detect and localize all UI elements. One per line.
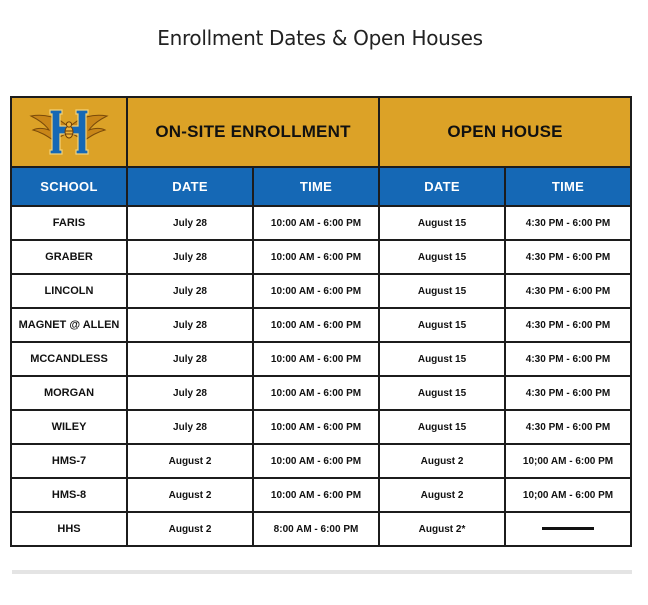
cell-enroll-time: 10:00 AM - 6:00 PM	[253, 376, 379, 410]
cell-oh-time: 4:30 PM - 6:00 PM	[505, 410, 631, 444]
table-row	[11, 478, 631, 512]
logo-cell	[11, 97, 127, 167]
cell-oh-date: August 2	[379, 444, 505, 478]
cell-oh-date: August 15	[379, 376, 505, 410]
table-row	[11, 342, 631, 376]
cell-enroll-time: 8:00 AM - 6:00 PM	[253, 512, 379, 546]
cell-enroll-date: August 2	[127, 478, 253, 512]
table-row	[11, 410, 631, 444]
cell-enroll-date: July 28	[127, 206, 253, 240]
cell-enroll-time: 10:00 AM - 6:00 PM	[253, 206, 379, 240]
cell-oh-time: 10;00 AM - 6:00 PM	[505, 478, 631, 512]
table-row	[11, 308, 631, 342]
enrollment-table	[10, 96, 632, 547]
cell-school: HMS-7	[11, 444, 127, 478]
cell-school: MAGNET @ ALLEN	[11, 308, 127, 342]
on-site-enrollment-header: ON-SITE ENROLLMENT	[127, 97, 379, 167]
cell-oh-time: 10;00 AM - 6:00 PM	[505, 444, 631, 478]
cell-oh-date: August 15	[379, 342, 505, 376]
cell-school: MORGAN	[11, 376, 127, 410]
table-row	[11, 444, 631, 478]
cell-oh-date: August 15	[379, 410, 505, 444]
hornet-h-logo-icon	[29, 106, 109, 158]
cell-school: HHS	[11, 512, 127, 546]
cell-school: LINCOLN	[11, 274, 127, 308]
cell-enroll-date: August 2	[127, 512, 253, 546]
cell-enroll-date: July 28	[127, 308, 253, 342]
cell-enroll-date: July 28	[127, 274, 253, 308]
cell-enroll-time: 10:00 AM - 6:00 PM	[253, 478, 379, 512]
cell-enroll-date: July 28	[127, 240, 253, 274]
cell-enroll-time: 10:00 AM - 6:00 PM	[253, 342, 379, 376]
cell-oh-date: August 2	[379, 478, 505, 512]
cell-enroll-time: 10:00 AM - 6:00 PM	[253, 308, 379, 342]
cell-oh-date: August 2*	[379, 512, 505, 546]
group-header-row	[11, 97, 631, 167]
table-row	[11, 274, 631, 308]
cell-enroll-date: July 28	[127, 342, 253, 376]
cell-enroll-date: July 28	[127, 410, 253, 444]
col-header-oh-date: DATE	[379, 167, 505, 206]
cell-school: FARIS	[11, 206, 127, 240]
cell-school: MCCANDLESS	[11, 342, 127, 376]
cell-enroll-time: 10:00 AM - 6:00 PM	[253, 410, 379, 444]
cell-oh-time: 4:30 PM - 6:00 PM	[505, 376, 631, 410]
cell-oh-date: August 15	[379, 308, 505, 342]
cell-school: GRABER	[11, 240, 127, 274]
table-row	[11, 206, 631, 240]
column-header-row	[11, 167, 631, 206]
cell-oh-date: August 15	[379, 274, 505, 308]
cell-school: WILEY	[11, 410, 127, 444]
cell-enroll-date: July 28	[127, 376, 253, 410]
cell-enroll-date: August 2	[127, 444, 253, 478]
col-header-enroll-date: DATE	[127, 167, 253, 206]
cell-oh-date: August 15	[379, 206, 505, 240]
cell-oh-time: 4:30 PM - 6:00 PM	[505, 308, 631, 342]
table-shadow	[12, 570, 632, 574]
cell-oh-time: 4:30 PM - 6:00 PM	[505, 274, 631, 308]
col-header-enroll-time: TIME	[253, 167, 379, 206]
col-header-school: SCHOOL	[11, 167, 127, 206]
cell-oh-date: August 15	[379, 240, 505, 274]
cell-oh-time	[505, 512, 631, 546]
cell-enroll-time: 10:00 AM - 6:00 PM	[253, 274, 379, 308]
open-house-header: OPEN HOUSE	[379, 97, 631, 167]
page-title: Enrollment Dates & Open Houses	[157, 26, 483, 50]
not-applicable-dash	[542, 527, 594, 530]
cell-oh-time: 4:30 PM - 6:00 PM	[505, 206, 631, 240]
cell-oh-time: 4:30 PM - 6:00 PM	[505, 240, 631, 274]
cell-oh-time: 4:30 PM - 6:00 PM	[505, 342, 631, 376]
cell-school: HMS-8	[11, 478, 127, 512]
col-header-oh-time: TIME	[505, 167, 631, 206]
table-row	[11, 512, 631, 546]
table-row	[11, 240, 631, 274]
cell-enroll-time: 10:00 AM - 6:00 PM	[253, 444, 379, 478]
cell-enroll-time: 10:00 AM - 6:00 PM	[253, 240, 379, 274]
table-row	[11, 376, 631, 410]
